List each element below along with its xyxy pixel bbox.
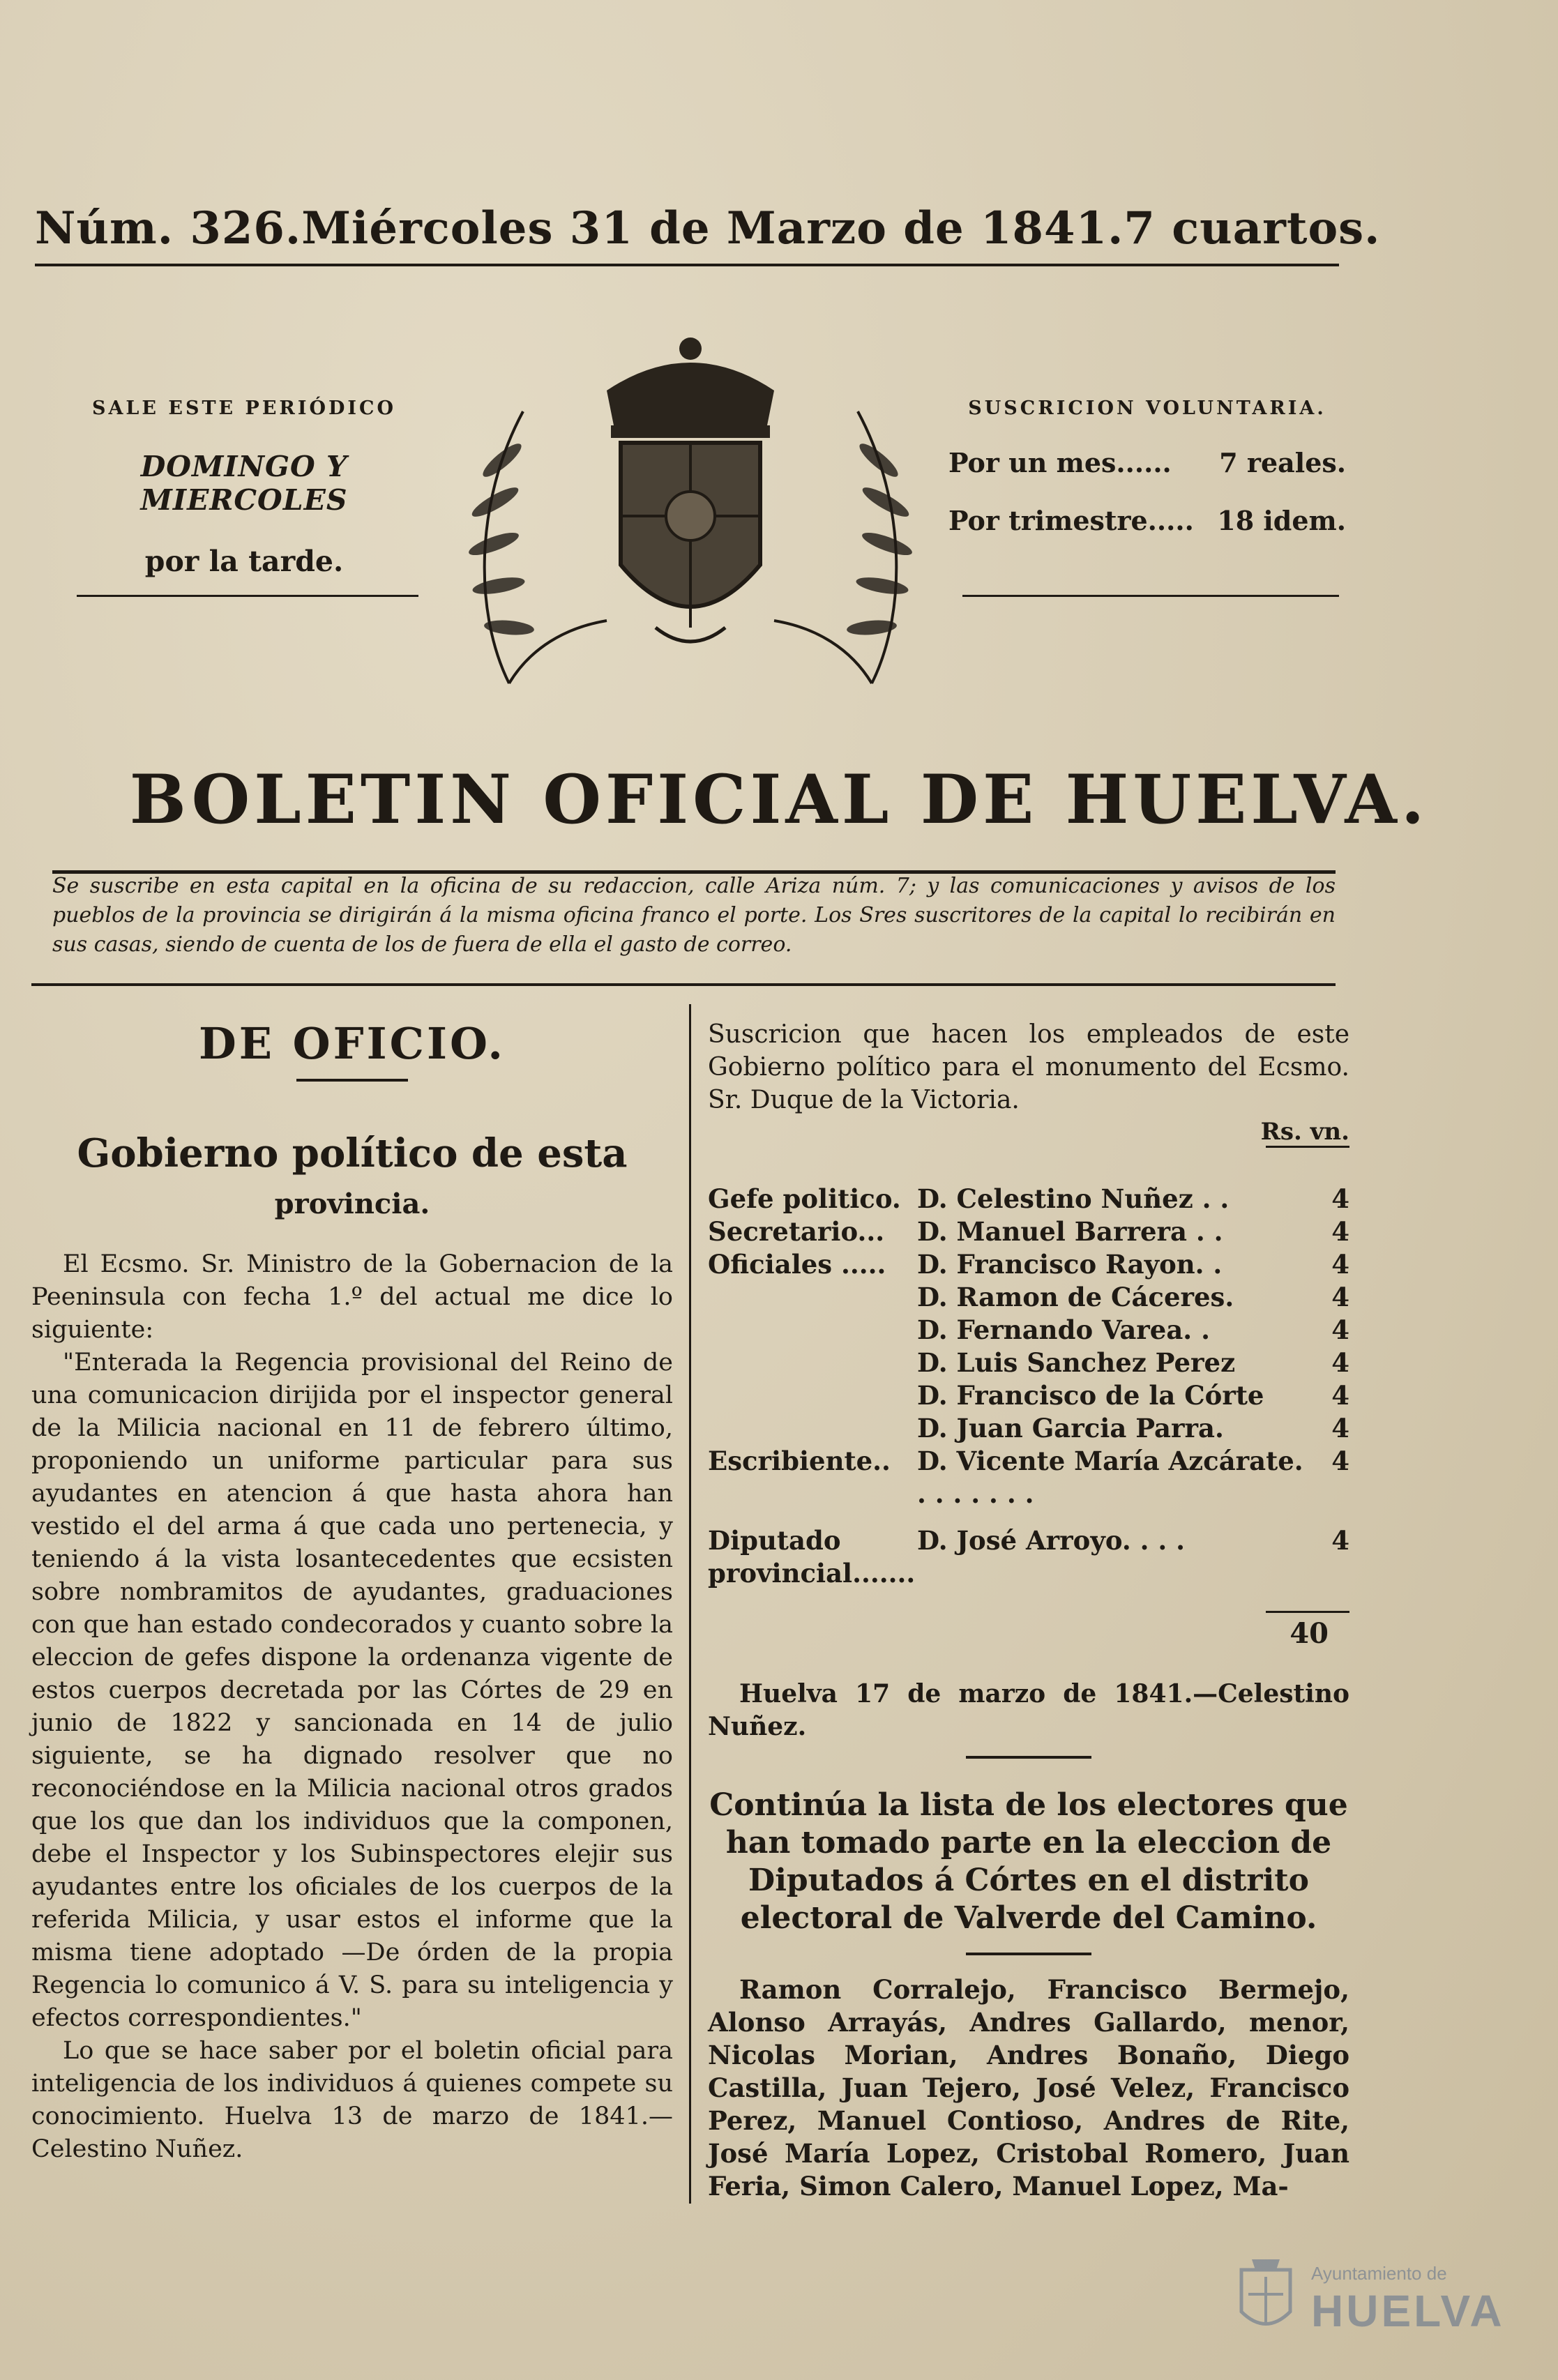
list-item: Diputado provincial....... D. José Arroyo. . . . 4 xyxy=(708,1525,1349,1589)
header-bottom-rule xyxy=(31,983,1336,986)
crest-icon xyxy=(1234,2256,1297,2340)
municipal-watermark xyxy=(1234,2242,1534,2360)
right-column xyxy=(708,1018,1349,2203)
issue-date: Miércoles 31 de Marzo de 1841. xyxy=(301,202,1124,255)
section-rule xyxy=(296,1079,408,1082)
column-divider xyxy=(689,1004,691,2204)
list-item: Escribiente.. D. Vicente María Azcárate. . . . . . . . 4 xyxy=(708,1446,1349,1509)
article-body xyxy=(31,1248,673,2166)
masthead xyxy=(35,202,1381,258)
price-value-month: 7 reales. xyxy=(1219,447,1346,478)
article-paragraph: Lo que se hace saber por el boletin oficial para inteligencia de los individuos á quienes compete su conocimiento. Huelva 13 de marzo de 1841.—Celestino Nuñez. xyxy=(31,2037,673,2163)
schedule-line-3: por la tarde. xyxy=(144,545,344,578)
price-row-quarter xyxy=(948,505,1346,536)
article-subheading: provincia. xyxy=(274,1188,430,1220)
left-notice-rule xyxy=(77,595,418,597)
list-item: D. Ramon de Cáceres. 4 xyxy=(917,1282,1349,1312)
currency-rule xyxy=(1266,1146,1349,1148)
total-amount: 40 xyxy=(1289,1617,1329,1650)
publication-schedule xyxy=(49,397,439,578)
total-rule xyxy=(1266,1611,1349,1613)
issue-number: Núm. 326. xyxy=(35,202,302,255)
list-item: D. Juan Garcia Parra. 4 xyxy=(917,1413,1349,1443)
schedule-line-1: SALE ESTE PERIÓDICO xyxy=(91,397,397,419)
signature-line: Huelva 17 de marzo de 1841.—Celestino Nuñez. xyxy=(708,1679,1349,1741)
contributors-list xyxy=(708,1183,1349,1590)
subscription-intro: Suscricion que hacen los empleados de este Gobierno político para el monumento del Ecsmo. Sr. Duque de la Victoria. xyxy=(708,1020,1349,1114)
list-item: D. Fernando Varea. . 4 xyxy=(917,1314,1349,1345)
watermark-line-2: HUELVA xyxy=(1311,2286,1505,2336)
article-paragraph: "Enterada la Regencia provisional del Reino de una comunicacion dirijida por el inspector general de la Milicia nacional en 11 de febrero último, proponiendo un uniforme particular para sus ayudantes en atencion á que hasta ahora han vestido el del arma á que cada uno pertenecia, y teniendo á la vista losantecedentes que ecsisten sobre nombramitos de ayudantes, graduaciones con que han estado condecorados y cuanto sobre la eleccion de gefes dispone la ordenanza vigente de estos cuerpos decretada por las Córtes de 29 en junio de 1822 y sancionada en 14 de julio siguiente, se ha dignado resolver que no reconociéndose en la Milicia nacional otros grados que los que dan los individuos que la componen, debe el Inspector y los Subinspectores elejir sus ayudantes entre los oficiales de los cuerpos de la referida Milicia, y usar estos el informe que la misma tiene adoptado —De órden de la propia Regencia lo comunico á V. S. para su inteligencia y efectos correspondientes." xyxy=(31,1349,673,2032)
subscription-note: Se suscribe en esta capital en la oficina de su redaccion, calle Ariza núm. 7; y las comunicaciones y avisos de los pueblos de la provincia se dirigirán á la misma oficina franco el porte. Los Sres suscritores de la capital lo recibirán en sus casas, siendo de cuenta de los de fuera de ella el gasto de correo. xyxy=(52,874,1336,957)
right-notice-rule xyxy=(962,595,1339,597)
issue-price: 7 cuartos. xyxy=(1124,202,1381,255)
subscription-prices xyxy=(948,397,1346,563)
list-item: D. Luis Sanchez Perez 4 xyxy=(917,1347,1349,1378)
electors-heading: Continúa la lista de los electores que han tomado parte en la eleccion de Diputados á Córtes en el distrito electoral de Valverde del Camino. xyxy=(709,1787,1348,1936)
price-label-quarter: Por trimestre..... xyxy=(948,505,1194,536)
signature-rule xyxy=(966,1756,1091,1759)
subscription-heading: SUSCRICION VOLUNTARIA. xyxy=(968,397,1326,419)
section-heading: DE OFICIO. xyxy=(199,1018,506,1069)
newspaper-title: BOLETIN OFICIAL DE HUELVA. xyxy=(129,760,1429,839)
watermark-line-1: Ayuntamiento de xyxy=(1311,2263,1447,2284)
list-item: Oficiales ..... D. Francisco Rayon. . 4 xyxy=(708,1249,1349,1280)
list-item: Gefe politico. D. Celestino Nuñez . . 4 xyxy=(708,1183,1349,1214)
list-item: Secretario... D. Manuel Barrera . . 4 xyxy=(708,1216,1349,1247)
electors-names: Ramon Corralejo, Francisco Bermejo, Alonso Arrayás, Andres Gallardo, menor, Nicolas Morian, Andres Bonaño, Diego Castilla, Juan Tejero, José Velez, Francisco Perez, Manuel Contioso, Andres de Rite, José María Lopez, Cristobal Romero, Juan Feria, Simon Calero, Manuel Lopez, Ma- xyxy=(708,1974,1349,2201)
article-paragraph: El Ecsmo. Sr. Ministro de la Gobernacion de la Peeninsula con fecha 1.º del actual me dice lo siguiente: xyxy=(31,1250,673,1344)
price-value-quarter: 18 idem. xyxy=(1217,505,1346,536)
left-column xyxy=(31,997,673,2166)
masthead-rule xyxy=(35,264,1339,266)
article-heading: Gobierno político de esta xyxy=(77,1130,628,1176)
electors-rule xyxy=(966,1953,1091,1955)
price-label-month: Por un mes...... xyxy=(948,447,1172,478)
list-item: D. Francisco de la Córte 4 xyxy=(917,1380,1349,1411)
price-row-month xyxy=(948,447,1346,478)
schedule-line-2: DOMINGO Y MIERCOLES xyxy=(140,450,348,517)
coat-of-arms-icon xyxy=(446,321,935,718)
currency-label: Rs. vn. xyxy=(1260,1118,1349,1146)
